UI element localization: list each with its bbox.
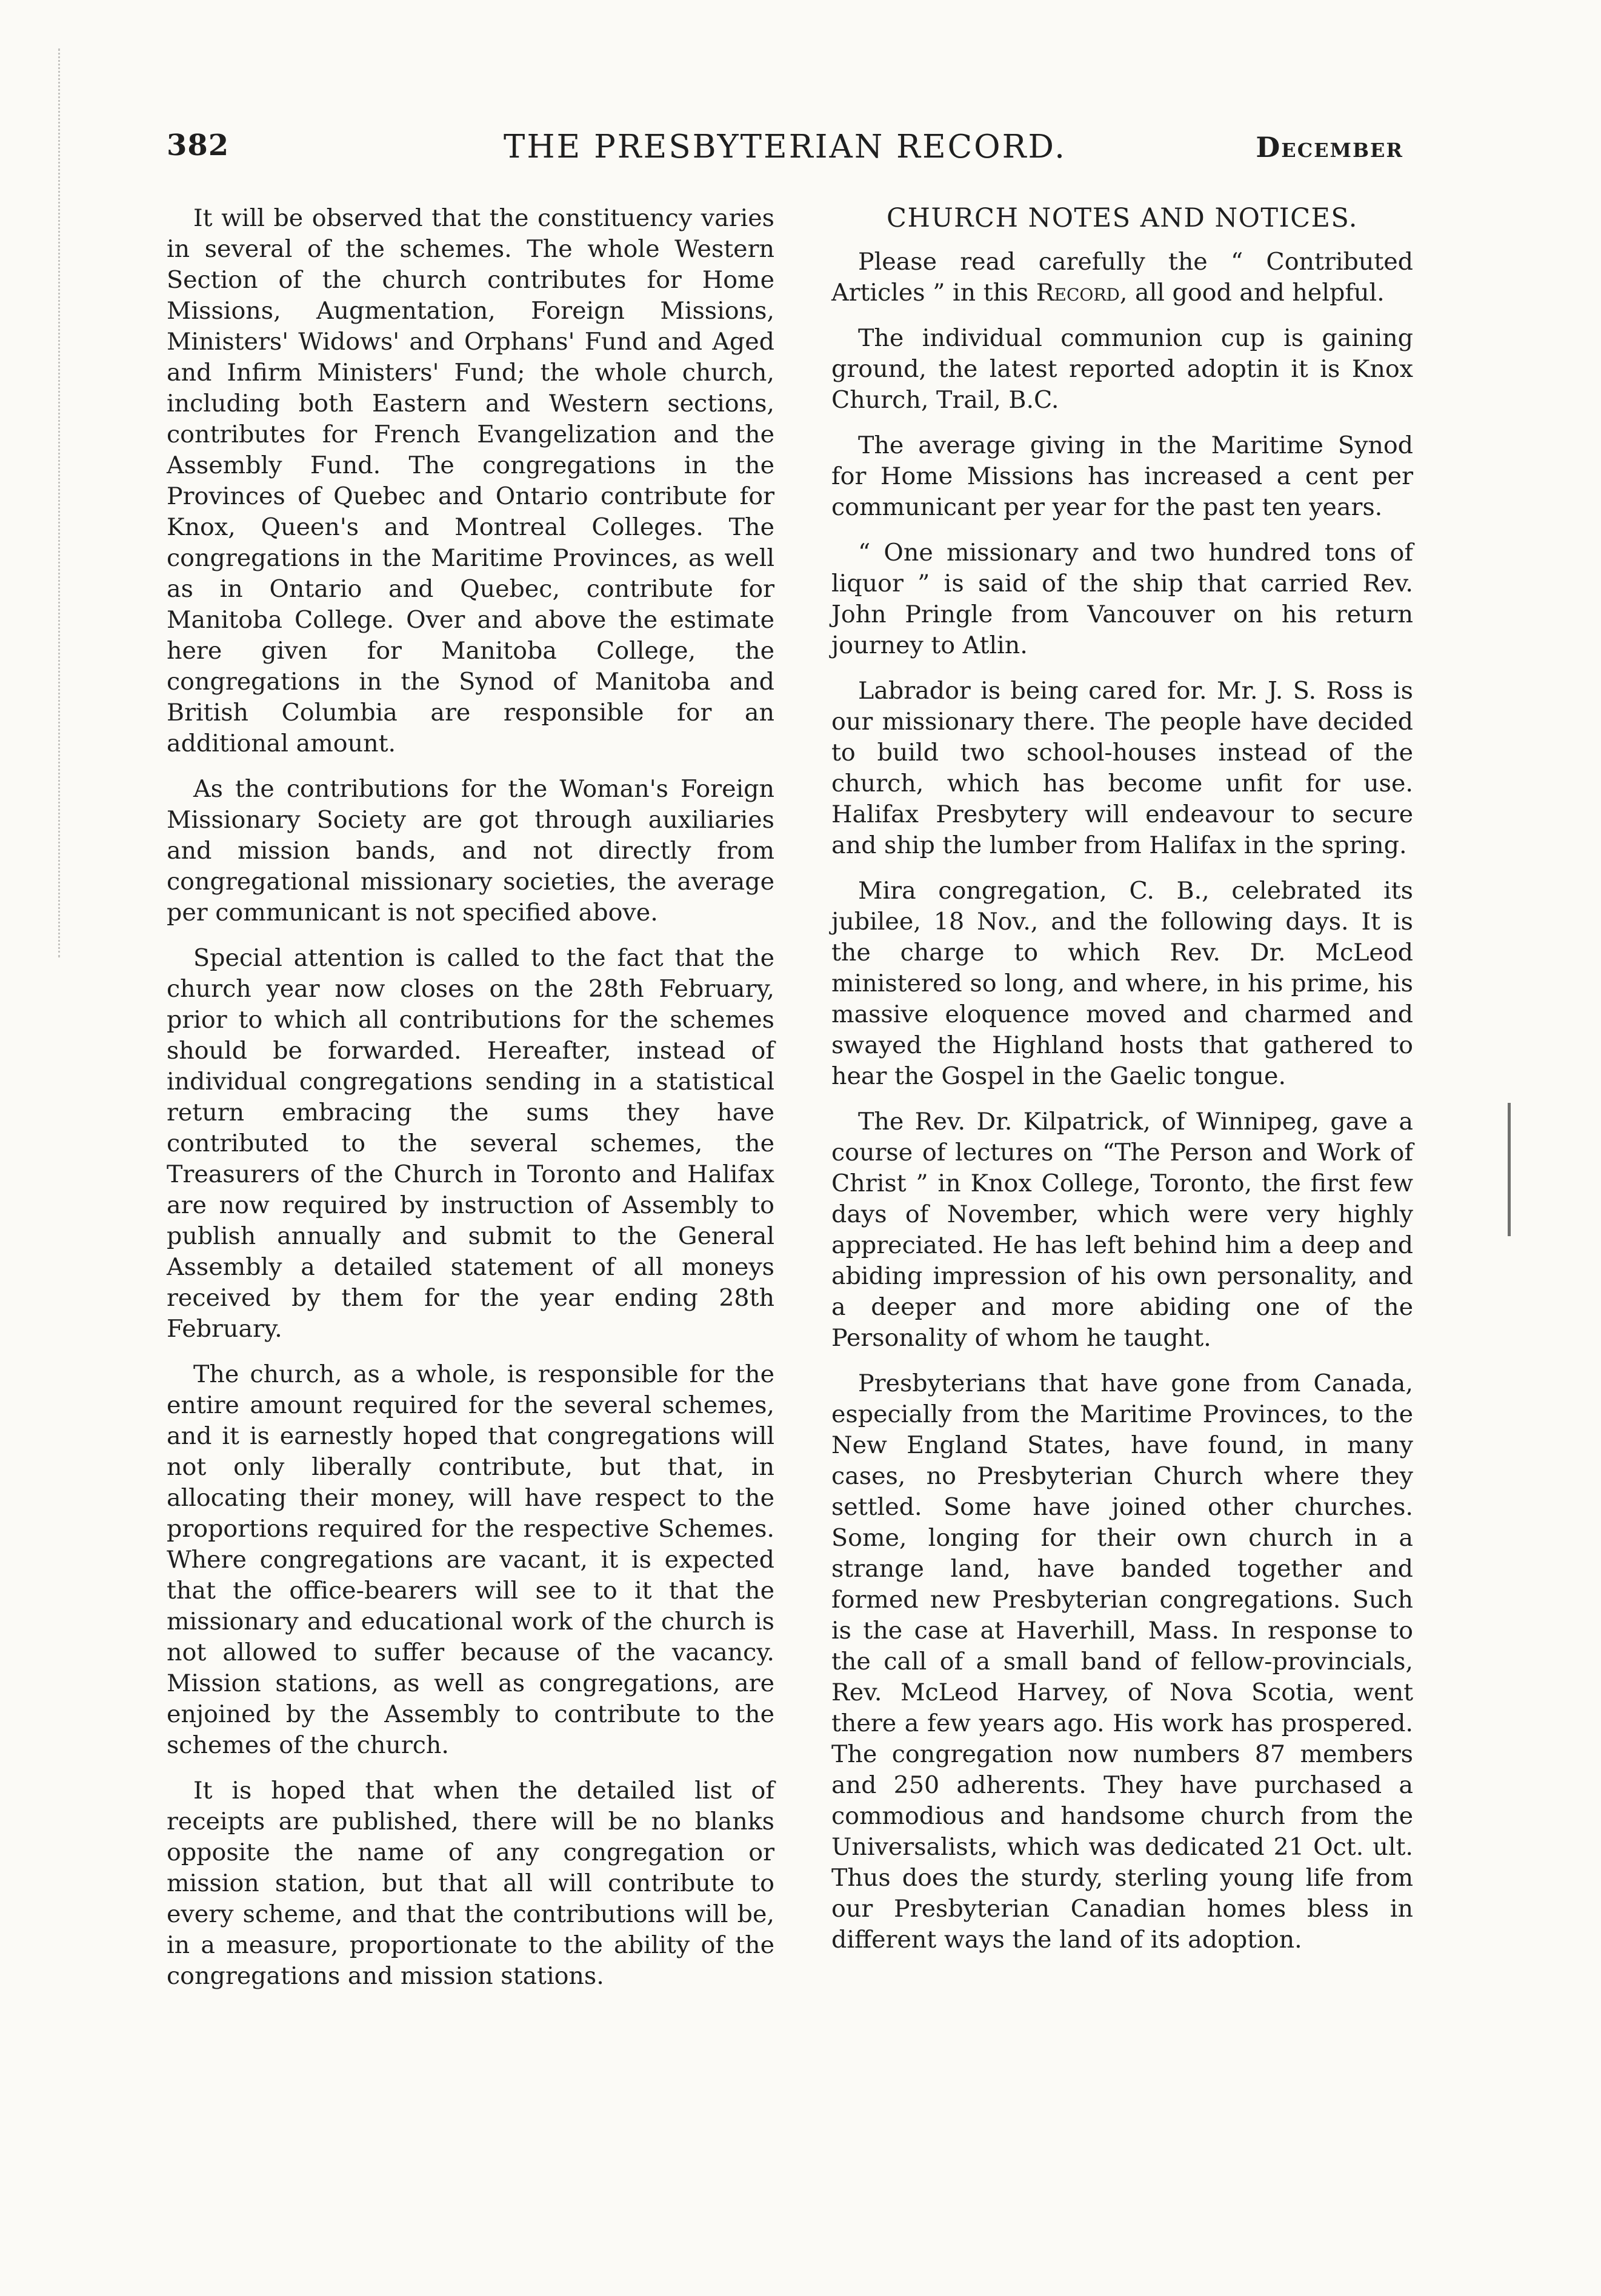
section-heading: CHURCH NOTES AND NOTICES.	[887, 203, 1358, 233]
paragraph-missionary-liquor: “ One missionary and two hundred tons of liquor ” is said of the ship that carried Rev. John Pringle from Vancouver on his return journey to Atlin.	[831, 539, 1413, 659]
paragraph-haverhill: Presbyterians that have gone from Canada, especially from the Maritime Provinces, to the New England States, have found, in many cases, no Presbyterian Church where they settled. Some have joined other churches. Some, longing for their own church in a strange land, have banded together and formed new Presbyterian congregations. Such is the case at Haverhill, Mass. In response to the call of a small band of fellow-provincials, Rev. McLeod Harvey, of Nova Scotia, went there a few years ago. His work has prospered. The congregation now numbers 87 members and 250 adherents. They have purchased a commodious and handsome church from the Universalists, which was dedicated 21 Oct. ult. Thus does the sturdy, sterling young life from our Presbyterian Canadian homes bless in different ways the land of its adoption.	[831, 1369, 1413, 1954]
paragraph-constituency: It will be observed that the constituency varies in several of the schemes. The whole Western Section of the church contributes for Home Missions, Augmentation, Foreign Missions, Ministers' Widows' and Orphans' Fund and Aged and Infirm Ministers' Fund; the whole church, including both Eastern and Western sections, contributes for French Evangelization and the Assembly Fund. The congregations in the Provinces of Quebec and Ontario contribute for Knox, Queen's and Montreal Colleges. The congregations in the Maritime Provinces, as well as in Ontario and Quebec, contribute for Manitoba College. Over and above the estimate here given for Manitoba College, the congregations in the Synod of Manitoba and British Columbia are responsible for an additional amount.	[167, 204, 774, 757]
paragraph-church-responsibility: The church, as a whole, is responsible for the entire amount required for the several schemes, and it is earnestly hoped that congregations will not only liberally contribute, but that, in allocating their money, will have respect to the proportions required for the respective Schemes. Where congregations are vacant, it is expected that the office-bearers will see to it that the missionary and educational work of the church is not allowed to suffer because of the vacancy. Mission stations, as well as congregations, are enjoined by the Assembly to contribute to the schemes of the church.	[167, 1360, 774, 1759]
right-column	[831, 203, 1413, 1970]
binding-margin-marks	[58, 48, 65, 957]
paragraph-womans-foreign-missionary: As the contributions for the Woman's Foreign Missionary Society are got through auxiliaries and mission bands, and not directly from congregational missionary societies, the average per communicant is not specified above.	[167, 775, 774, 927]
margin-mark	[1508, 1103, 1514, 1236]
paragraph-contributed-articles-start: Please read carefully the “ Contributed Articles ” in this	[831, 248, 1413, 307]
page-header	[167, 128, 1403, 177]
page-number: 382	[167, 128, 230, 162]
record-name: Record	[1036, 279, 1120, 307]
paragraph-church-year: Special attention is called to the fact that the church year now closes on the 28th February, prior to which all contributions for the schemes should be forwarded. Hereafter, instead of individual congregations sending in a statistical return embracing the sums they have contributed to the several schemes, the Treasurers of the Church in Toronto and Halifax are now required by instruction of Assembly to publish annually and submit to the General Assembly a detailed statement of all moneys received by them for the year ending 28th February.	[167, 944, 774, 1343]
journal-title: THE PRESBYTERIAN RECORD.	[503, 128, 1067, 165]
paragraph-labrador: Labrador is being cared for. Mr. J. S. Ross is our missionary there. The people have decided to build two school-houses instead of the church, which has become unfit for use. Halifax Presbytery will endeavour to secure and ship the lumber from Halifax in the spring.	[831, 677, 1413, 859]
issue-month: December	[1256, 131, 1403, 164]
paragraph-detailed-list: It is hoped that when the detailed list of receipts are published, there will be no blanks opposite the name of any congregation or mission station, but that all will contribute to every scheme, and that the contributions will be, in a measure, proportionate to the ability of the congregations and mission stations.	[167, 1777, 774, 1990]
paragraph-maritime-giving: The average giving in the Maritime Synod for Home Missions has increased a cent per communicant per year for the past ten years.	[831, 431, 1413, 521]
paragraph-kilpatrick-lectures: The Rev. Dr. Kilpatrick, of Winnipeg, gave a course of lectures on “The Person and Work of Christ ” in Knox College, Toronto, the first few days of November, which were very highly appreciated. He has left behind him a deep and abiding impression of his own personality, and a deeper and more abiding one of the Personality of whom he taught.	[831, 1108, 1413, 1352]
paragraph-communion-cup: The individual communion cup is gaining ground, the latest reported adoptin it is Knox Church, Trail, B.C.	[831, 324, 1413, 414]
paragraph-contributed-articles-end: , all good and helpful.	[1119, 279, 1385, 307]
paragraph-mira-jubilee: Mira congregation, C. B., celebrated its jubilee, 18 Nov., and the following days. It is the charge to which Rev. Dr. McLeod ministered so long, and where, in his prime, his massive eloquence moved and charmed and swayed the Highland hosts that gathered to hear the Gospel in the Gaelic tongue.	[831, 877, 1413, 1090]
paragraph-contributed-articles	[831, 247, 1413, 308]
left-column	[167, 203, 774, 2006]
